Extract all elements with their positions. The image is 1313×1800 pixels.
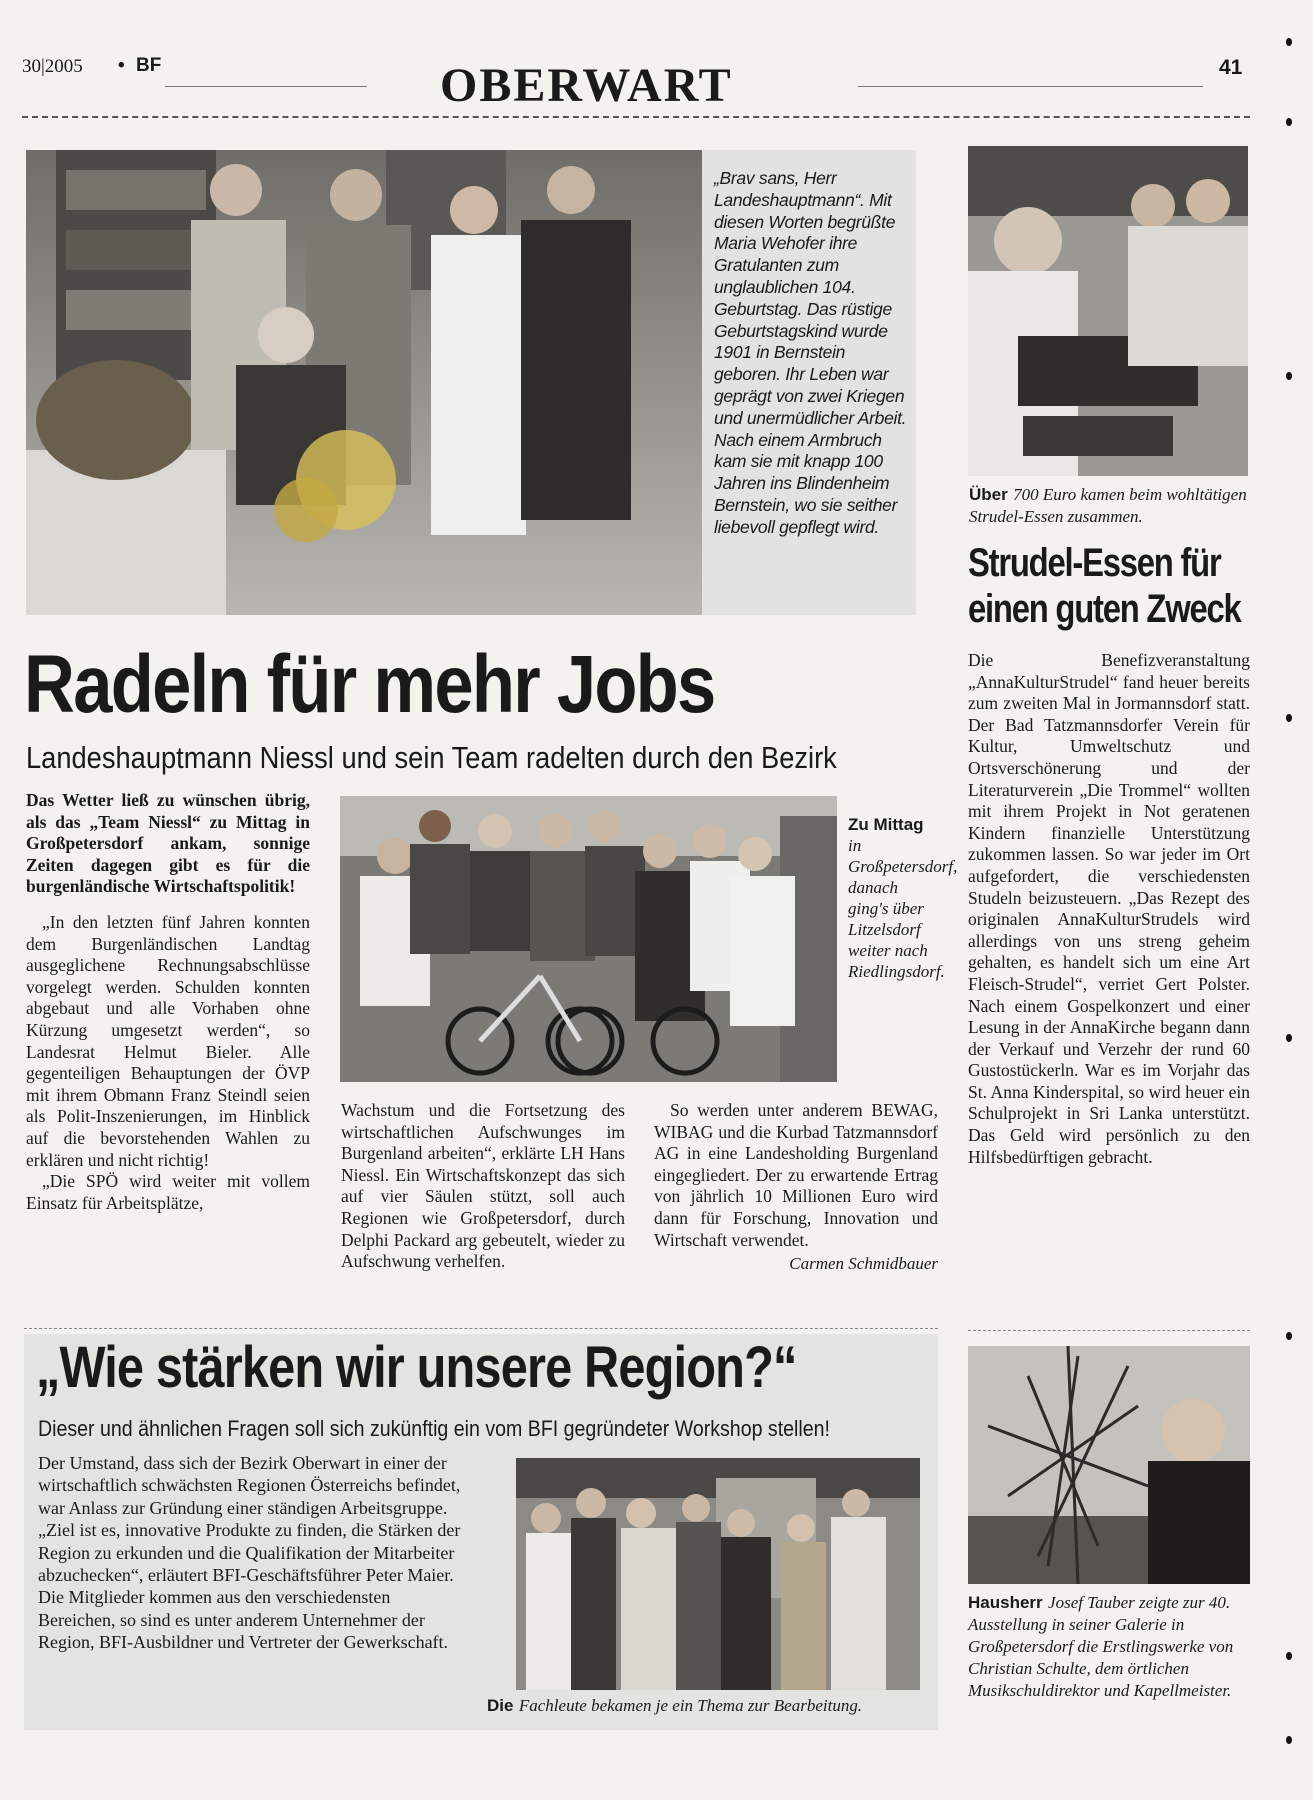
publication-label: BF <box>136 55 162 76</box>
issue-label: 30|2005 <box>22 56 83 77</box>
strudel-headline: Strudel-Essen für einen guten Zweck <box>968 541 1241 631</box>
margin-mark <box>1286 1736 1292 1744</box>
header-rule-left <box>165 86 367 87</box>
region-body: Der Umstand, dass sich der Bezirk Oberwart in einer der wirtschaftlich schwächsten Regionen Österreichs befindet, war Anlass zur Gründung einer ständigen Arbeitsgruppe. „Ziel ist es, innovative Produkte zu finden, die Stärken der Region zu erkunden und die Qualifikation der Mitarbeiter abzuchecken“, erläutert BFI-Geschäftsführer Peter Maier. Die Mitglieder kommen aus den verschiedensten Bereichen, so sind es unter anderem Unternehmer der Region, BFI-Ausbildner und Vertreter der Gewerkschaft. <box>38 1453 461 1653</box>
main-subheadline: Landeshauptmann Niessl und sein Team radelten durch den Bezirk <box>26 740 837 775</box>
header-rule-right <box>858 86 1203 87</box>
region-subheadline: Dieser und ähnlichen Fragen soll sich zukünftig ein vom BFI gegründeter Workshop stellen! <box>38 1416 830 1441</box>
section-divider <box>968 1330 1250 1331</box>
main-paragraph: „Die SPÖ wird weiter mit vollem Einsatz für Arbeitsplätze, <box>26 1171 310 1213</box>
strudel-photo-caption <box>969 484 1251 528</box>
author-byline: Carmen Schmidbauer <box>789 1254 938 1274</box>
main-column-3-text: So werden unter anderem BEWAG, WIBAG und die Kurbad Tatzmannsdorf AG in eine Landesholding Burgenland eingegliedert. Der zu erwartende Ertrag von jährlich 10 Millionen Euro wird dann für Forschung, Innovation und Wirtschaft verwendet. <box>654 1100 938 1250</box>
gallery-caption-lead: Hausherr <box>968 1593 1043 1612</box>
margin-mark <box>1286 714 1292 722</box>
header-divider <box>22 116 1250 118</box>
birthday-photo <box>26 150 702 615</box>
workshop-photo <box>516 1458 920 1690</box>
gallery-caption-text: Josef Tauber zeigte zur 40. Ausstellung in seiner Galerie in Großpetersdorf die Erstlingswerke von Christian Schulte, dem örtlichen Musikschuldirektor und Kapellmeister. <box>968 1593 1234 1700</box>
strudel-photo <box>968 146 1248 476</box>
main-column-1 <box>26 790 310 1214</box>
margin-mark <box>1286 118 1292 126</box>
main-column-2: Wachstum und die Fortsetzung des wirtschaftlichen Aufschwunges im Burgenland arbeiten“, erklärte LH Hans Niessl. Ein Wirtschaftskonzept das sich auf vier Säulen stützt, soll auch Regionen wie Großpetersdorf, durch Delphi Packard arg gebeutelt, wieder zu Aufschwung verhelfen. <box>341 1100 625 1272</box>
main-column-3 <box>654 1100 938 1275</box>
section-marker: • <box>118 55 125 76</box>
region-headline: „Wie stärken wir unsere Region?“ <box>36 1335 797 1400</box>
cycling-caption-text: in Großpetersdorf, danach ging's über Litzelsdorf weiter nach Riedlingsdorf. <box>848 836 958 981</box>
page-number: 41 <box>1219 56 1243 79</box>
cycling-caption-lead: Zu Mittag <box>848 815 924 834</box>
gallery-photo <box>968 1346 1250 1584</box>
workshop-caption-lead: Die <box>487 1696 514 1715</box>
strudel-caption-text: 700 Euro kamen beim wohltätigen Strudel-Essen zusammen. <box>969 485 1247 526</box>
workshop-photo-caption <box>487 1695 917 1717</box>
margin-mark <box>1286 38 1292 46</box>
gallery-photo-caption <box>968 1592 1250 1702</box>
birthday-caption: „Brav sans, Herr Landeshauptmann“. Mit diesen Worten begrüßte Maria Wehofer ihre Gratulanten zum unglaublichen 104. Geburtstag. Das rüstige Geburtstagskind wurde 1901 in Bernstein geboren. Ihr Leben war geprägt von zwei Kriegen und unermüdlicher Arbeit. Nach einem Armbruch kam sie mit knapp 100 Jahren ins Blindenheim Bernstein, wo sie seither liebevoll gepflegt wird. <box>714 168 907 537</box>
margin-mark <box>1286 1332 1292 1340</box>
page-title: OBERWART <box>440 59 733 112</box>
margin-mark <box>1286 372 1292 380</box>
section-divider <box>24 1328 938 1329</box>
margin-mark <box>1286 1034 1292 1042</box>
cycling-photo-caption <box>848 814 958 982</box>
strudel-caption-lead: Über <box>969 485 1008 504</box>
cycling-team-photo <box>340 796 837 1082</box>
main-headline: Radeln für mehr Jobs <box>24 639 715 730</box>
workshop-caption-text: Fachleute bekamen je ein Thema zur Bearbeitung. <box>518 1696 863 1715</box>
main-paragraph: „In den letzten fünf Jahren konnten dem Burgenländischen Landtag ausgeglichene Rechnungsabschlüsse vorgelegt werden. Schulden konnten abgebaut und alle Vorhaben ohne Kürzung umgesetzt werden“, so Landesrat Helmut Bieler. Alle gegenteiligen Behauptungen der ÖVP mit ihrem Obmann Franz Steindl seien als Polit-Inszenierungen, im Hinblick auf die bevorstehenden Wahlen zu erklären und nicht richtig! <box>26 911 310 1170</box>
strudel-body: Die Benefizveranstaltung „AnnaKulturStrudel“ fand heuer bereits zum zweiten Mal in Jormannsdorf statt. Der Bad Tatzmannsdorfer Verein für Kultur, Umweltschutz und Ortsverschönerung und der Literaturverein „Die Trommel“ wollten mit ihrem Projekt in Not geratenen Kindern finanzielle Unterstützung zukommen lassen. So war jeder im Ort aufgefordert, die verschiedensten Studeln beizusteuern. „Das Rezept des originalen AnnaKulturStrudels wird allerdings von uns streng geheim gehalten, es handelt sich um eine Art Fleisch-Strudel“, verriet Gert Polster. Nach einem Gospelkonzert und einer Lesung in der AnnaKirche begann dann der Verkauf und Verzehr der rund 60 Gustostückerln. War es im Vorjahr das St. Anna Kinderspital, so wird heuer ein Schulprojekt in Sri Lanka unterstützt. Das Geld wird persönlich zu den Hilfsbedürftigen gebracht. <box>968 650 1250 1167</box>
main-lead: Das Wetter ließ zu wünschen übrig, als das „Team Niessl“ zu Mittag in Großpetersdorf ankam, sonnige Zeiten dagegen gibt es für die burgenländische Wirtschaftspolitik! <box>26 790 310 897</box>
margin-mark <box>1286 1652 1292 1660</box>
